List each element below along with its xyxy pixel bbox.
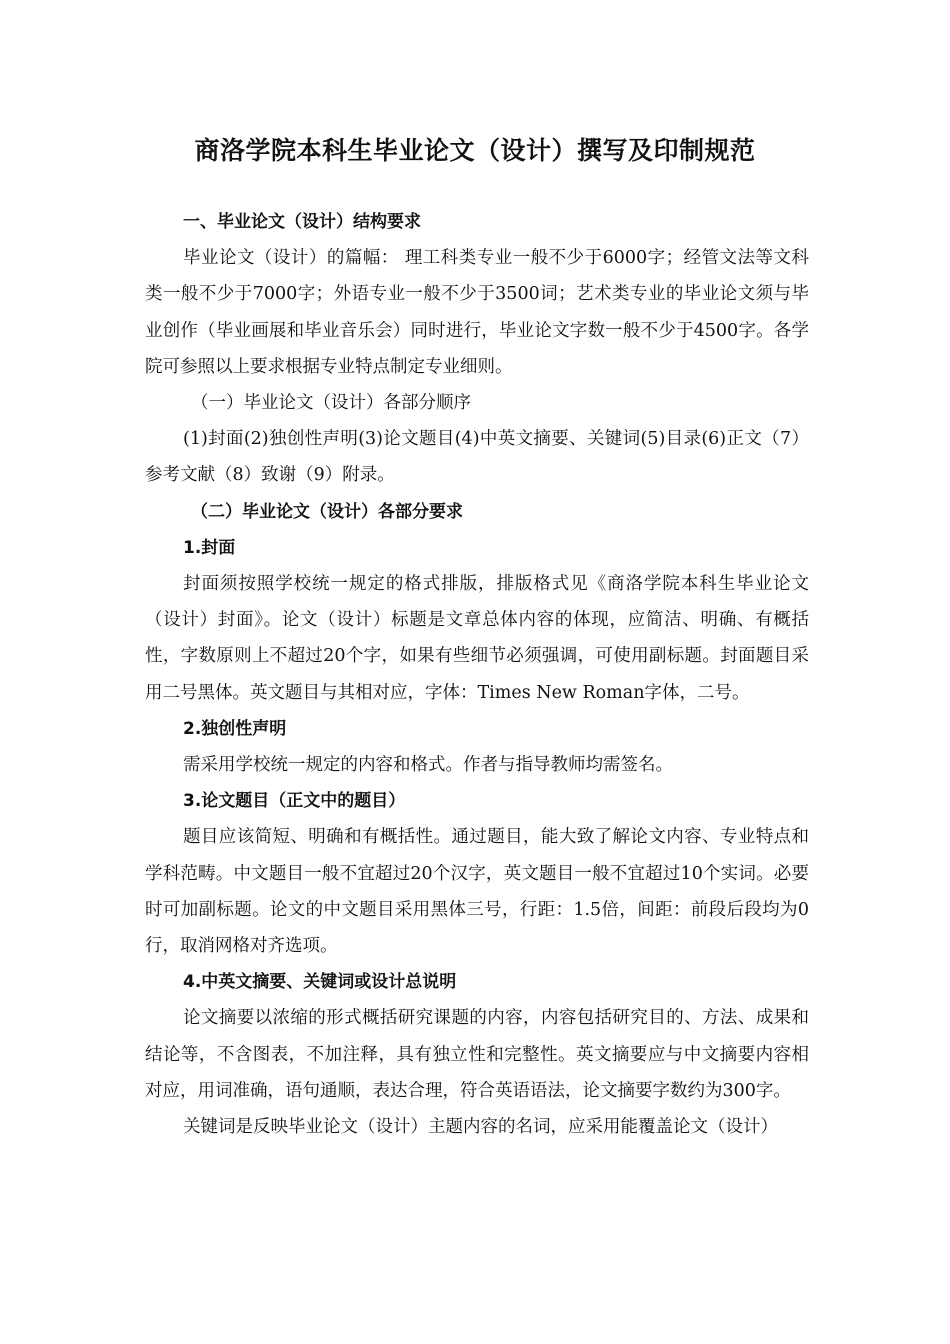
declaration-paragraph: 需采用学校统一规定的内容和格式。作者与指导教师均需签名。: [183, 755, 673, 776]
document-title: 商洛学院本科生毕业论文（设计）撰写及印制规范: [194, 136, 756, 165]
document-body: [145, 204, 809, 1145]
item-heading-abstract: 4.中英文摘要、关键词或设计总说明: [183, 972, 457, 993]
thesis-title-paragraph: 题目应该简短、明确和有概括性。通过题目，能大致了解论文内容、专业特点和学科范畴。中文题目一般不宜超过20个汉字，英文题目一般不宜超过10个实词。必要时可加副标题。论文的中文题目采用黑体三号，行距：1.5倍，间距：前段后段均为0行，取消网格对齐选项。: [145, 827, 809, 957]
item-heading-thesis-title: 3.论文题目（正文中的题目）: [183, 791, 406, 812]
section-heading: 一、毕业论文（设计）结构要求: [183, 212, 421, 232]
subsection-heading-requirements: （二）毕业论文（设计）各部分要求: [191, 501, 463, 522]
subsection-heading-order: （一）毕业论文（设计）各部分顺序: [191, 393, 471, 414]
item-heading-cover: 1.封面: [183, 537, 236, 558]
item-heading-declaration: 2.独创性声明: [183, 718, 287, 739]
length-requirements-paragraph: 毕业论文（设计）的篇幅： 理工科类专业一般不少于6000字；经管文法等文科类一般不少于7000字；外语专业一般不少于3500词；艺术类专业的毕业论文须与毕业创作（毕业画展和毕业音乐会）同时进行，毕业论文字数一般不少于4500字。各学院可参照以上要求根据专业特点制定专业细则。: [145, 248, 809, 377]
order-list-paragraph: (1)封面(2)独创性声明(3)论文题目(4)中英文摘要、关键词(5)目录(6)正文（7）参考文献（8）致谢（9）附录。: [145, 429, 809, 486]
abstract-paragraph: 论文摘要以浓缩的形式概括研究课题的内容，内容包括研究目的、方法、成果和结论等，不含图表，不加注释，具有独立性和完整性。英文摘要应与中文摘要内容相对应，用词准确，语句通顺，表达合理，符合英语语法，论文摘要字数约为300字。: [145, 1008, 809, 1101]
keywords-paragraph: 关键词是反映毕业论文（设计）主题内容的名词，应采用能覆盖论文（设计）: [183, 1117, 778, 1138]
cover-paragraph: 封面须按照学校统一规定的格式排版，排版格式见《商洛学院本科生毕业论文（设计）封面》。论文（设计）标题是文章总体内容的体现，应简洁、明确、有概括性，字数原则上不超过20个字，如果有些细节必须强调，可使用副标题。封面题目采用二号黑体。英文题目与其相对应，字体：Times New Roman字体，二号。: [145, 574, 809, 703]
